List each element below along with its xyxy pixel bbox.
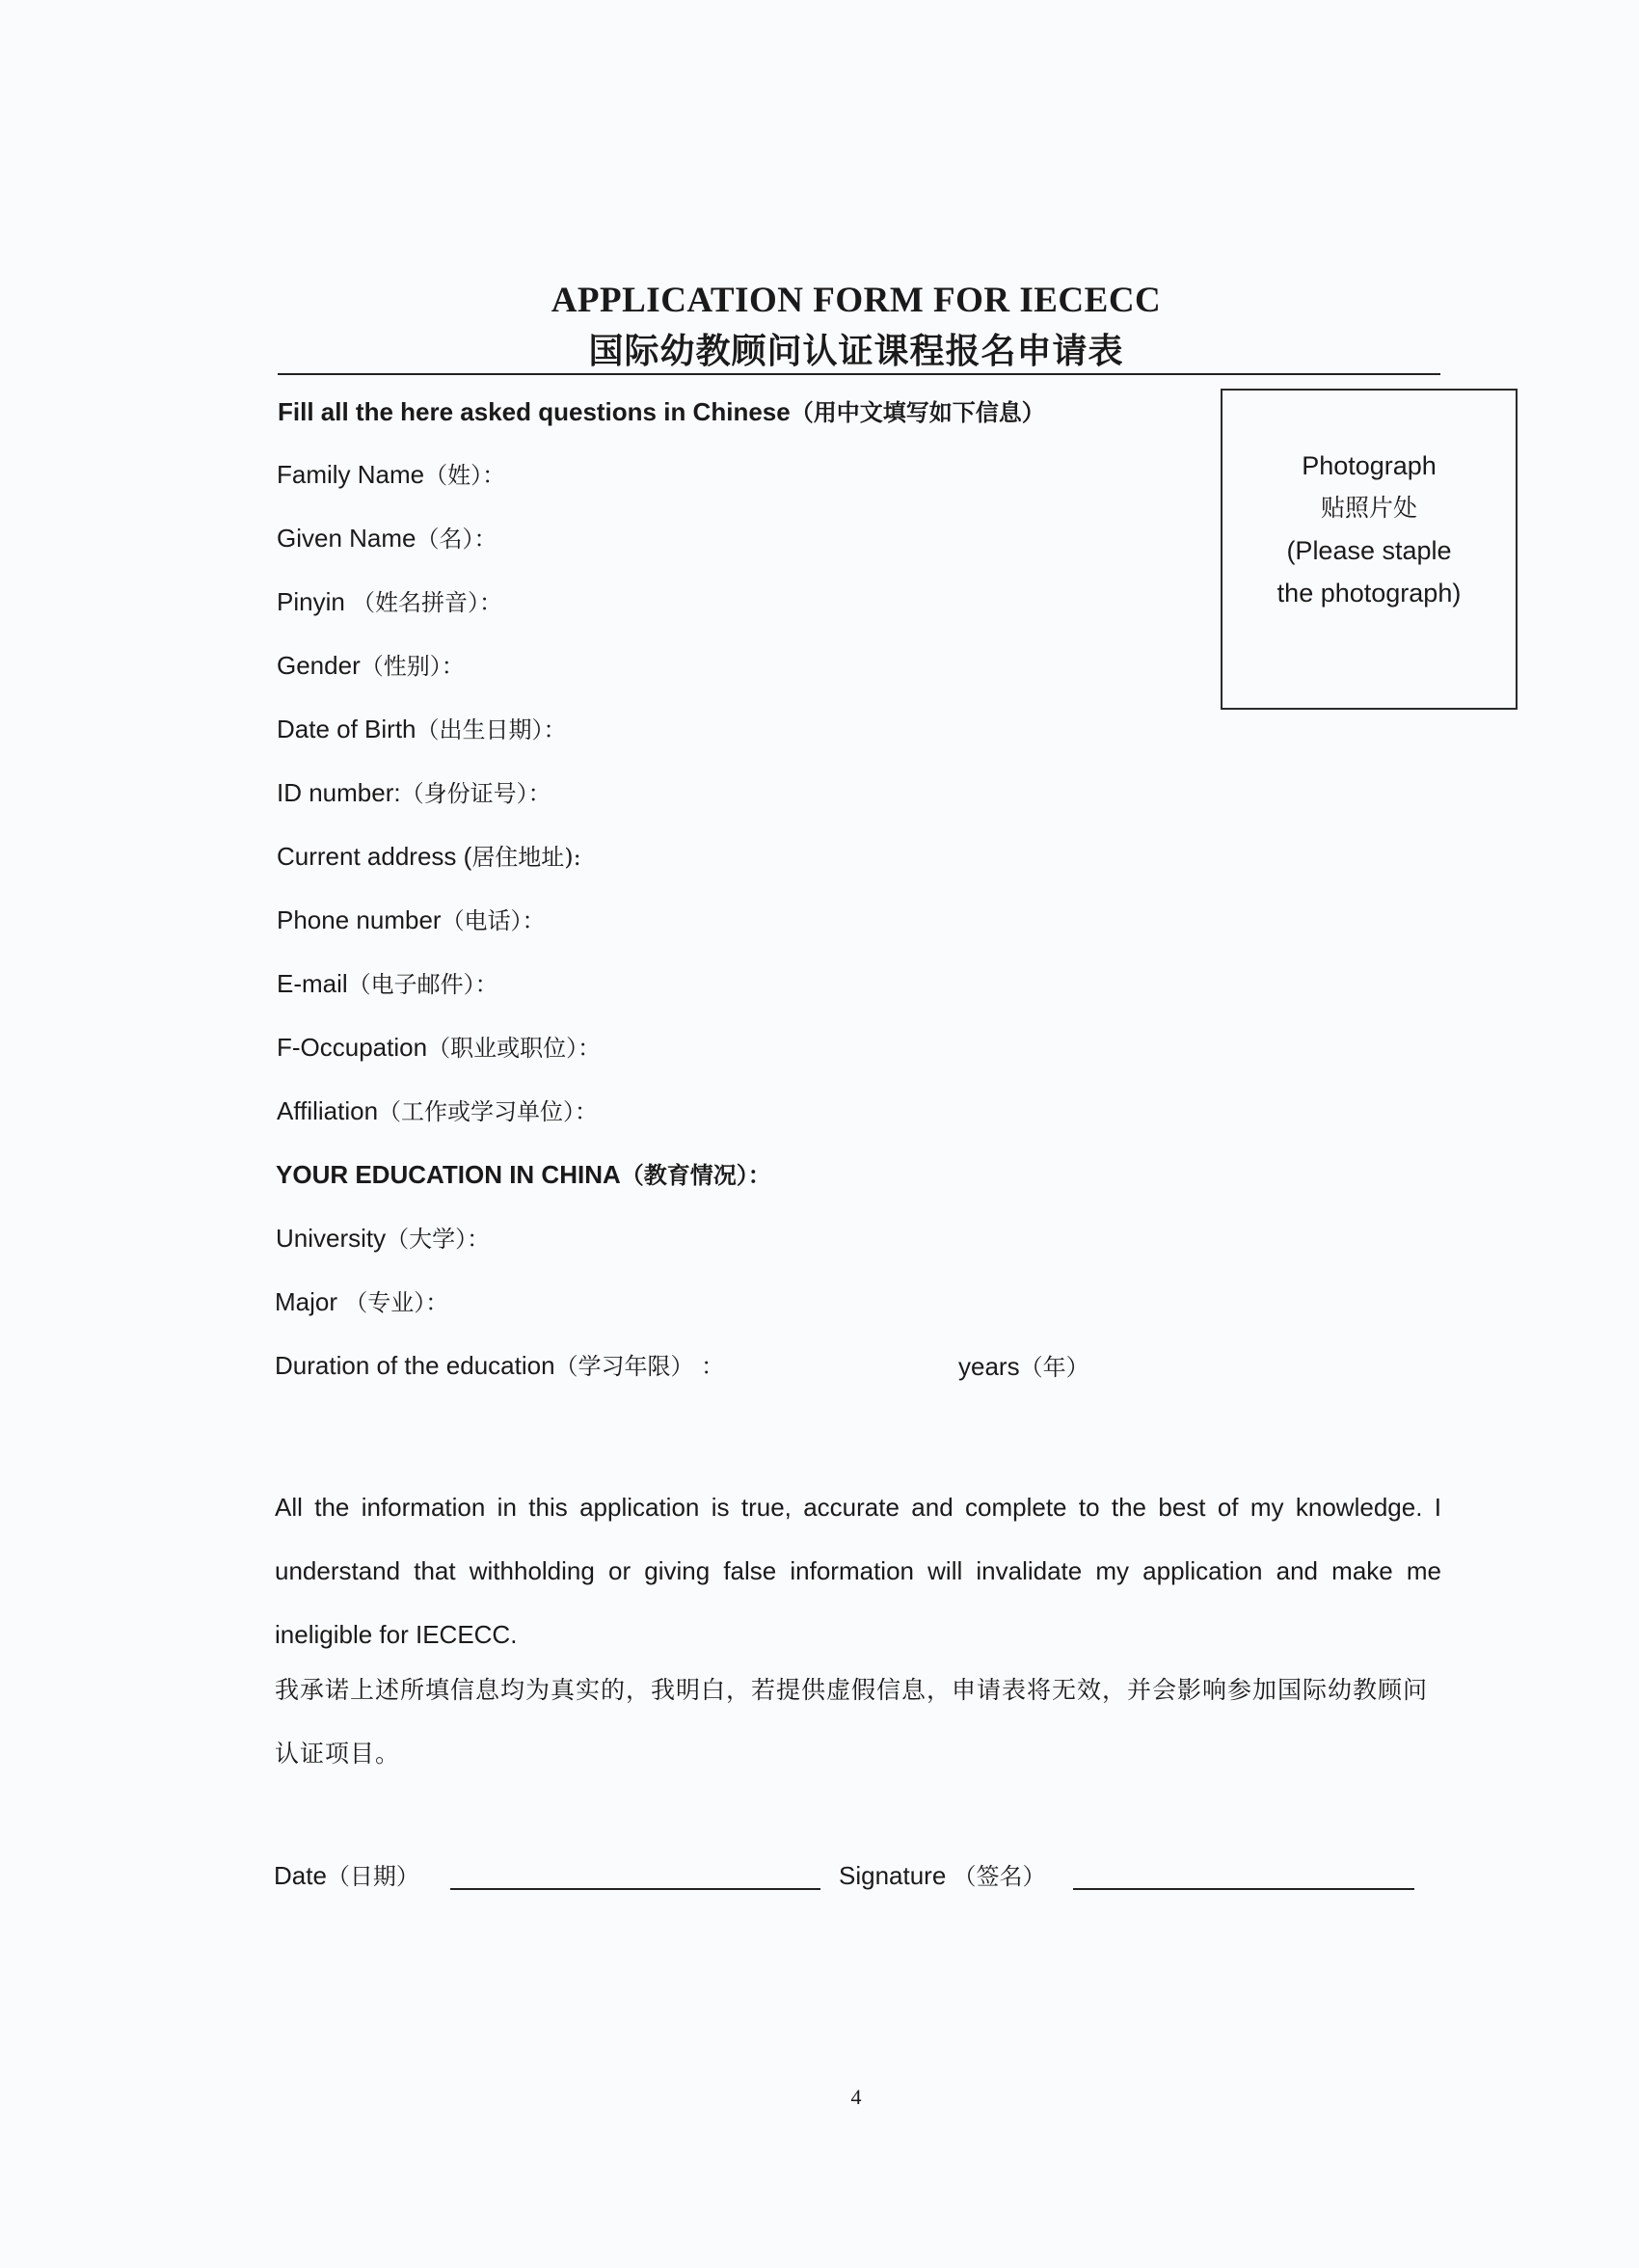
page-number: 4 [850,2085,862,2109]
current-address-label: Current address ( [277,842,472,871]
gender-label: Gender [277,651,361,680]
given-name-label-cn: （名）： [416,526,497,553]
date-label [274,1857,419,1891]
years-unit-label [958,1348,1089,1382]
declaration-chinese: 我承诺上述所填信息均为真实的，我明白，若提供虚假信息，申请表将无效，并会影响参加国际幼教顾问认证项目。 [275,1676,1429,1768]
major-label: Major [275,1287,345,1316]
date-of-birth-field[interactable] [277,711,567,744]
affiliation-label-cn: （工作或学习单位）： [378,1098,599,1125]
title-underline [278,373,1440,375]
email-label: E-mail [277,969,348,998]
family-name-label-cn: （姓）： [424,462,506,489]
id-number-label: ID number: [277,778,401,807]
given-name-label: Given Name [277,524,416,553]
occupation-label: F-Occupation [277,1033,428,1062]
signature-label-en: Signature [839,1861,954,1890]
signature-label-cn: （签名） [953,1863,1046,1890]
duration-label: Duration of the education [275,1351,555,1380]
occupation-label-cn: （职业或职位）： [427,1035,602,1062]
education-heading-cn: （教育情况）： [620,1162,771,1189]
date-of-birth-label: Date of Birth [277,715,416,743]
occupation-field[interactable] [277,1029,601,1063]
photo-instruction-line1: (Please staple [1286,536,1452,565]
education-heading-en: YOUR EDUCATION IN CHINA [276,1160,621,1189]
fill-instruction [278,393,1045,427]
years-label-en: years [958,1352,1020,1381]
pinyin-label: Pinyin [277,587,353,616]
family-name-field[interactable] [277,456,505,490]
signature-line[interactable] [1073,1888,1414,1890]
date-label-en: Date [274,1861,327,1890]
gender-field[interactable] [277,647,465,681]
fill-instruction-cn: （用中文填写如下信息） [790,399,1045,426]
family-name-label: Family Name [277,460,425,489]
duration-field[interactable] [275,1347,724,1381]
date-line[interactable] [450,1888,820,1890]
current-address-field[interactable] [277,838,581,872]
major-label-cn: （专业）： [344,1289,449,1316]
university-label-cn: （大学）： [386,1226,491,1253]
education-section-heading [276,1156,771,1190]
years-label-cn: （年） [1019,1354,1089,1381]
form-title-english: APPLICATION FORM FOR IECECC [551,281,1162,320]
id-number-label-cn: （身份证号）： [400,780,551,807]
photo-label-en: Photograph [1302,451,1437,480]
phone-number-label-cn: （电话）： [441,907,546,934]
current-address-label-cn: 居住地址): [471,844,581,871]
phone-number-field[interactable] [277,902,546,935]
email-label-cn: （电子邮件）： [347,971,498,998]
photo-instruction-line2: the photograph) [1276,579,1462,608]
affiliation-field[interactable] [277,1093,598,1126]
duration-label-cn: （学习年限） ： [554,1353,725,1380]
form-title-chinese: 国际幼教顾问认证课程报名申请表 [588,332,1124,371]
photograph-box[interactable] [1221,389,1518,710]
date-label-cn: （日期） [326,1863,419,1890]
gender-label-cn: （性别）： [360,653,465,680]
given-name-field[interactable] [277,520,497,554]
declaration-english: All the information in this application is true, accurate and complete to the best of my knowledge. I understand that withholding or giving false information will invalidate my application and make me ineligible for IECECC. [275,1493,1441,1649]
affiliation-label: Affiliation [277,1096,379,1125]
id-number-field[interactable] [277,774,551,808]
signature-label [839,1857,1046,1891]
pinyin-label-cn: （姓名拼音）： [352,589,503,616]
fill-instruction-en: Fill all the here asked questions in Chinese [278,397,791,426]
university-field[interactable] [276,1220,490,1254]
pinyin-field[interactable] [277,583,502,617]
photo-label-cn: 贴照片处 [1320,494,1417,522]
email-field[interactable] [277,965,498,999]
phone-number-label: Phone number [277,905,442,934]
university-label: University [276,1224,387,1253]
major-field[interactable] [275,1283,448,1317]
date-of-birth-label-cn: （出生日期）： [416,716,567,743]
